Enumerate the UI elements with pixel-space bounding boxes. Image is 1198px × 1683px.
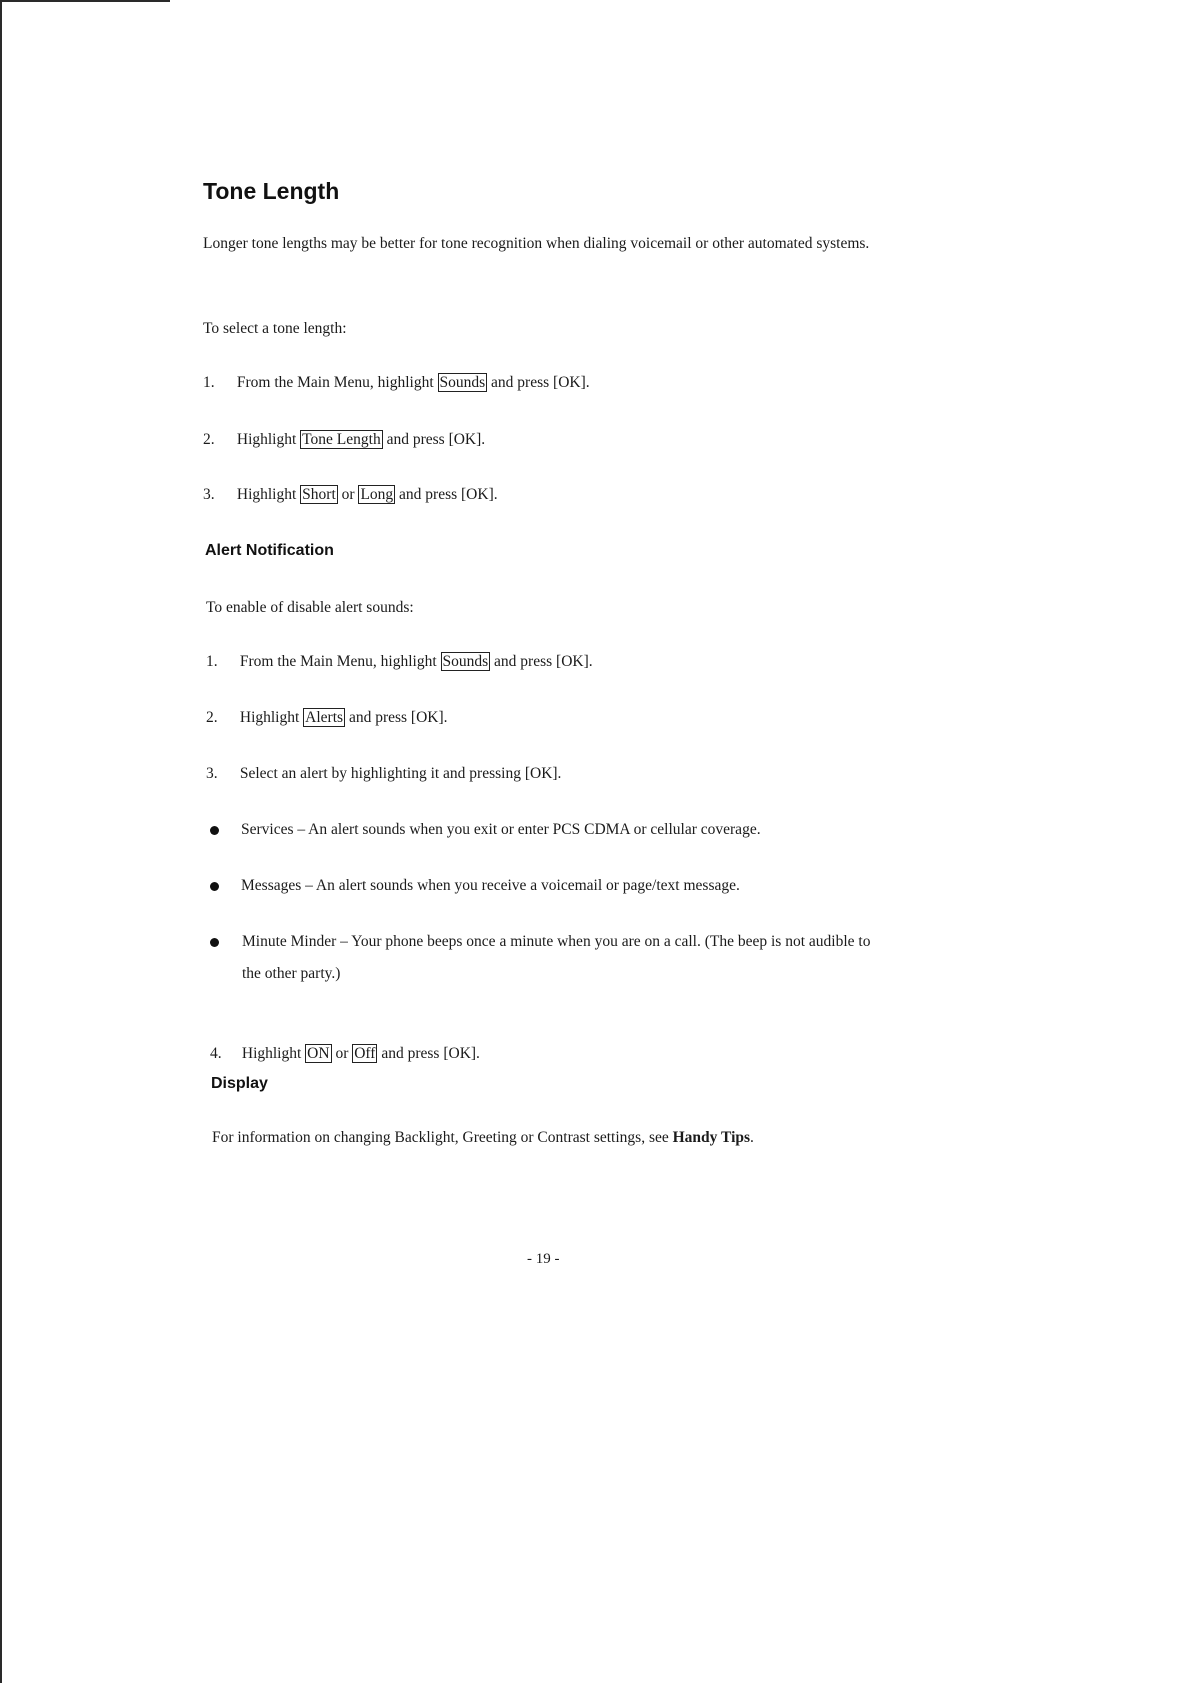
menu-key-on: ON	[307, 1045, 330, 1062]
step-number: 3.	[206, 765, 218, 782]
bullet-services: Services – An alert sounds when you exit or enter PCS CDMA or cellular coverage.	[241, 821, 761, 838]
menu-key-short: Short	[302, 486, 336, 503]
alert-step-2	[206, 708, 448, 728]
menu-key-tone-length: Tone Length	[302, 431, 381, 448]
bullet-icon	[210, 938, 219, 947]
step-text: or	[335, 1045, 349, 1062]
step-text: From the Main Menu, highlight	[236, 374, 434, 391]
section-title-alert-notification: Alert Notification	[205, 542, 334, 559]
handy-tips-reference: Handy Tips	[672, 1129, 751, 1146]
step-number: 2.	[203, 431, 215, 448]
display-text	[212, 1128, 754, 1148]
step-number: 4.	[210, 1045, 222, 1062]
step-text: and press [OK].	[491, 374, 590, 391]
alert-step-3	[206, 764, 561, 784]
step-text: Highlight	[236, 486, 297, 503]
step-number: 3.	[203, 486, 215, 503]
tone-step-3	[203, 485, 498, 505]
step-text: and press [OK].	[386, 431, 486, 448]
alert-step-1	[206, 652, 593, 672]
step-text: Highlight	[239, 709, 300, 726]
step-number: 2.	[206, 709, 218, 726]
tone-step-2	[203, 430, 485, 450]
step-text: Select an alert by highlighting it and pressing [OK].	[239, 765, 562, 782]
bullet-minute-minder: Minute Minder – Your phone beeps once a minute when you are on a call. (The beep is not audible to the other party.)	[242, 933, 871, 982]
step-number: 1.	[203, 374, 215, 391]
scan-edge	[0, 0, 2, 1683]
menu-key-long: Long	[360, 486, 394, 503]
menu-key-sounds: Sounds	[439, 374, 486, 391]
display-text-end: .	[750, 1129, 754, 1146]
scan-edge-top	[0, 0, 170, 2]
step-text: Highlight	[236, 431, 297, 448]
step-text: Highlight	[241, 1045, 302, 1062]
alert-lead: To enable of disable alert sounds:	[206, 599, 414, 616]
display-text-body: For information on changing Backlight, Greeting or Contrast settings, see	[212, 1129, 669, 1146]
section-title-tone-length: Tone Length	[203, 178, 340, 204]
menu-key-alerts: Alerts	[305, 709, 344, 726]
step-text: and press [OK].	[381, 1045, 480, 1062]
step-text: and press [OK].	[399, 486, 498, 503]
bullet-icon	[210, 882, 219, 891]
tone-length-intro: Longer tone lengths may be better for tone recognition when dialing voicemail or other automated systems.	[203, 235, 870, 252]
step-number: 1.	[206, 653, 218, 670]
section-title-display: Display	[211, 1075, 268, 1092]
menu-key-off: Off	[354, 1045, 376, 1062]
alert-step-4	[210, 1044, 480, 1064]
tone-length-lead: To select a tone length:	[203, 320, 347, 337]
menu-key-sounds: Sounds	[442, 653, 489, 670]
page-number: - 19 -	[527, 1251, 560, 1267]
step-text: or	[341, 486, 355, 503]
step-text: From the Main Menu, highlight	[239, 653, 437, 670]
step-text: and press [OK].	[494, 653, 593, 670]
tone-step-1	[203, 373, 590, 393]
step-text: and press [OK].	[348, 709, 448, 726]
bullet-icon	[210, 826, 219, 835]
bullet-messages: Messages – An alert sounds when you receive a voicemail or page/text message.	[241, 877, 740, 894]
